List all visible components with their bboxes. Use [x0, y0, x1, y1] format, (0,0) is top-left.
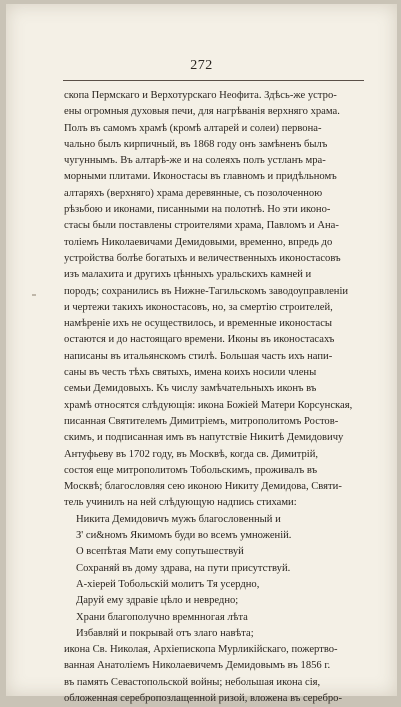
text-line: скимъ, и подписанная имъ въ напутствіе Никитѣ Демидовичу — [64, 432, 344, 444]
text-line: толіемъ Николаевичами Демидовыми, временно, впредь до — [64, 236, 333, 248]
text-line: писанная Святителемъ Димитріемъ, митрополитомъ Ростов- — [64, 415, 339, 427]
text-line: алтаряхъ (верхняго) храма деревянные, съ позолоченною — [64, 187, 323, 199]
text-line: О всепѣтая Мати ему сопутьшествуй — [76, 546, 244, 558]
text-line: Храни благополучно времнногая лѣта — [76, 611, 248, 623]
text-line: Полъ въ самомъ храмѣ (кромѣ алтарей и солеи) первона- — [64, 122, 322, 134]
text-line: Избавляй и покрывай отъ злаго навѣта; — [76, 627, 254, 639]
text-line: устройства болѣе богатыхъ и величественныхъ иконостасовъ — [64, 252, 341, 264]
text-line: Никита Демидовичъ мужъ благословенный и — [76, 513, 281, 525]
text-line: рѣзьбою и иконами, писанными на полотнѣ. Но эти иконо- — [64, 204, 331, 216]
text-line: и чертежи такихъ иконостасовъ, но, за смертію строителей, — [64, 301, 333, 313]
text-line: А-хіерей Тобольскій молитъ Тя усердно, — [76, 578, 260, 590]
margin-mark — [32, 294, 36, 296]
text-line: Москвѣ; благословляя сею иконою Никиту Демидова, Святи- — [64, 481, 342, 493]
text-line: морными плитами. Иконостасы въ главномъ и придѣльномъ — [64, 171, 337, 183]
text-line: написаны въ итальянскомъ стилѣ. Большая часть ихъ напи- — [64, 350, 333, 362]
text-line: тель учинилъ на ней слѣдующую надпись стихами: — [64, 497, 297, 509]
page-number: 272 — [190, 58, 213, 73]
text-line: въ память Севастопольской войны; небольшая икона сія, — [64, 676, 321, 688]
text-line: изъ малахита и другихъ цѣнныхъ уральскихъ камней и — [64, 269, 312, 281]
text-line: состоя еще митрополитомъ Тобольскимъ, проживалъ въ — [64, 464, 318, 476]
text-line: Даруй ему здравіе цѣло и невредно; — [76, 595, 239, 607]
text-line: породъ; сохранились въ Нижне-Тагильскомъ заводоуправленіи — [64, 285, 349, 297]
text-line: намѣреніе ихъ не осуществилось, и временные иконостасы — [64, 318, 333, 330]
page-body-text — [64, 88, 364, 707]
text-line: Сохраняй въ дому здрава, на пути присутствуй. — [76, 562, 291, 574]
text-line: ванная Анатоліемъ Николаевичемъ Демидовымъ въ 1856 г. — [64, 660, 331, 672]
header-rule — [63, 80, 364, 81]
text-line: чально былъ кирпичный, въ 1868 году онъ замѣненъ былъ — [64, 138, 328, 150]
text-line: храмѣ относятся слѣдующія: икона Божіей Матери Корсунская, — [64, 399, 353, 411]
text-line: остаются и до настоящаго времени. Иконы въ иконостасахъ — [64, 334, 335, 346]
text-line: обложенная серебропозлащенной ризой, вложена въ серебро- — [64, 692, 342, 704]
text-line: скопа Пермскаго и Верхотурскаго Неофита. Здѣсь-же устро- — [64, 90, 337, 101]
text-line: чугуннымъ. Въ алтарѣ-же и на солеяхъ полъ устланъ мра- — [64, 155, 326, 167]
text-line: семьи Демидовыхъ. Къ числу замѣчательныхъ иконъ въ — [64, 383, 317, 395]
text-line: икона Св. Николая, Архіепископа Мурликійскаго, пожертво- — [64, 644, 338, 656]
text-line: стасы были поставлены строителями храма, Павломъ и Ана- — [64, 220, 339, 232]
text-line: ены огромныя духовыя печи, для нагрѣванія верхняго храма. — [64, 106, 340, 118]
book-page — [6, 4, 397, 704]
text-line: саны въ честь тѣхъ святыхъ, имена коихъ носили члены — [64, 367, 317, 379]
text-line: З' си&номъ Якимомъ буди во всемъ умноженій. — [76, 530, 292, 542]
text-line: Антуфьеву въ 1702 году, въ Москвѣ, когда св. Димитрій, — [64, 448, 319, 460]
